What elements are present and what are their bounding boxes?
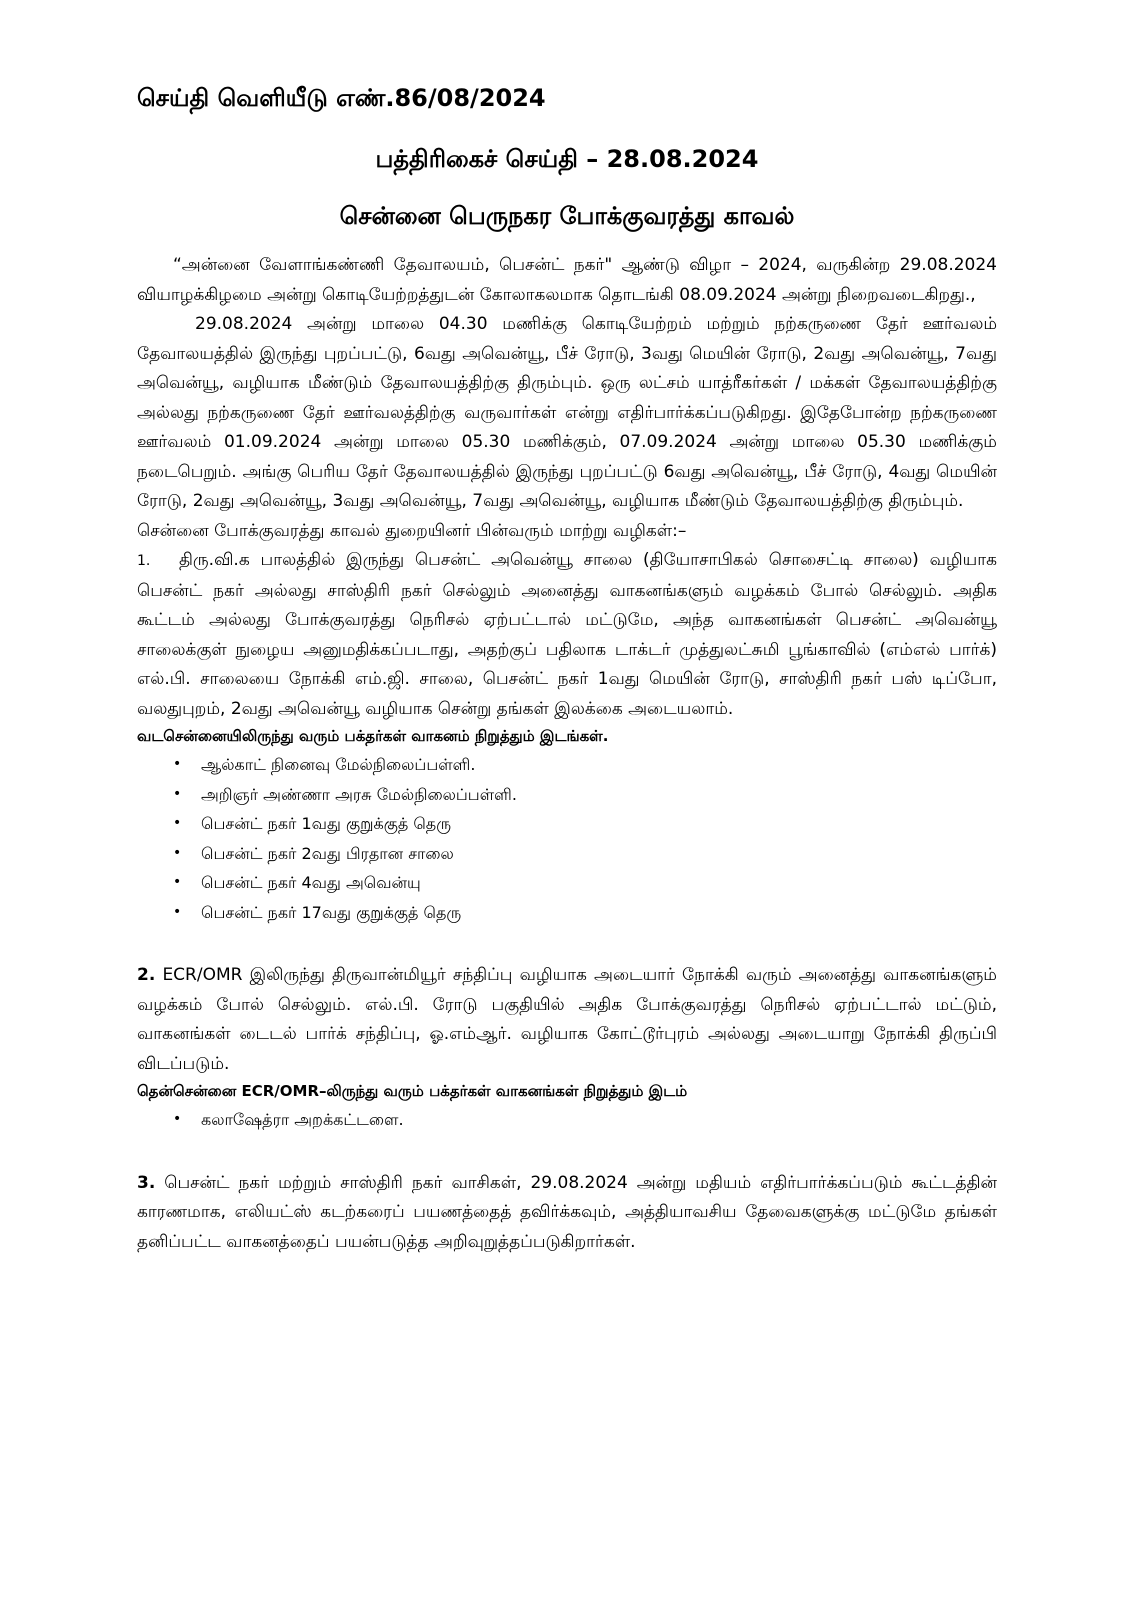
diversion-item-2 [137,961,997,1079]
item-number: 2. [137,965,156,985]
bullet-icon: • [173,785,182,802]
spacer [137,1135,997,1169]
parking-list-north [137,750,997,927]
spacer [137,927,997,961]
list-item: • பெசன்ட் நகர் 17வது குறுக்குத் தெரு [173,898,997,928]
list-item: • பெசன்ட் நகர் 4வது அவென்யு [173,868,997,898]
release-number: செய்தி வெளியீடு எண்.86/08/2024 [137,84,546,112]
list-item: • பெசன்ட் நகர் 1வது குறுக்குத் தெரு [173,809,997,839]
paragraph-diversions-intro: சென்னை போக்குவரத்து காவல் துறையினர் பின்வரும் மாற்று வழிகள்:– [137,520,687,541]
paragraph-procession-details: 29.08.2024 அன்று மாலை 04.30 மணிக்கு கொடியேற்றம் மற்றும் நற்கருணை தேர் ஊர்வலம் தேவாலயத்தில் இருந்து புறப்பட்டு, 6வது அவென்யூ, பீச் ரோடு, 3வது மெயின் ரோடு, 2வது அவென்யூ, 7வது அவென்யூ, வழியாக மீண்டும் தேவாலயத்திற்கு திரும்பும். ஒரு லட்சம் யாத்ரீகர்கள் / மக்கள் தேவாலயத்திற்கு அல்லது நற்கருணை தேர் ஊர்வலத்திற்கு வருவார்கள் என்று எதிர்பார்க்கப்படுகிறது. இதேபோன்ற நற்கருணை ஊர்வலம் 01.09.2024 அன்று மாலை 05.30 மணிக்கும், 07.09.2024 அன்று மாலை 05.30 மணிக்கும் நடைபெறும். அங்கு பெரிய தேர் தேவாலயத்தில் இருந்து புறப்பட்டு 6வது அவென்யூ, பீச் ரோடு, 4வது மெயின் ரோடு, 2வது அவென்யூ, 3வது அவென்யூ, 7வது அவென்யூ, வழியாக மீண்டும் தேவாலயத்திற்கு திரும்பும். [137,314,997,511]
item-text: ECR/OMR இலிருந்து திருவான்மியூர் சந்திப்பு வழியாக அடையார் நோக்கி வரும் அனைத்து வாகனங்களும் வழக்கம் போல் செல்லும். எல்.பி. ரோடு பகுதியில் அதிக போக்குவரத்து நெரிசல் ஏற்பட்டால் மட்டும், வாகனங்கள் டைடல் பார்க் சந்திப்பு, ஓ.எம்ஆர். வழியாக கோட்டூர்புரம் அல்லது அடையாறு நோக்கி திருப்பி விடப்படும். [137,965,997,1074]
bullet-icon: • [173,903,182,920]
list-item: • பெசன்ட் நகர் 2வது பிரதான சாலை [173,839,997,869]
parking-heading-north: வடசென்னையிலிருந்து வரும் பக்தர்கள் வாகனம் நிறுத்தும் இடங்கள். [137,727,609,745]
bullet-icon: • [173,874,182,890]
item-number: 1. [137,553,151,569]
list-item: • அறிஞர் அண்ணா அரசு மேல்நிலைப்பள்ளி. [173,780,997,810]
parking-heading-south: தென்சென்னை ECR/OMR–லிருந்து வரும் பக்தர்கள் வாகனங்கள் நிறுத்தும் இடம் [137,1082,688,1100]
department-title: சென்னை பெருநகர போக்குவரத்து காவல் [339,202,795,230]
bullet-icon: • [173,756,182,772]
diversion-item-1 [137,546,997,724]
advisory-item-3 [137,1169,997,1258]
list-item: • கலாஷேத்ரா அறக்கட்டளை. [173,1105,997,1135]
paragraph-festival-intro: “அன்னை வேளாங்கண்ணி தேவாலயம், பெசன்ட் நகர்" ஆண்டு விழா – 2024, வருகின்ற 29.08.2024 வியாழக்கிழமை அன்று கொடியேற்றத்துடன் கோலாகலமாக தொடங்கி 08.09.2024 அன்று நிறைவடைகிறது., [137,255,997,305]
item-text: பெசன்ட் நகர் மற்றும் சாஸ்திரி நகர் வாசிகள், 29.08.2024 அன்று மதியம் எதிர்பார்க்கப்படும் கூட்டத்தின் காரணமாக, எலியட்ஸ் கடற்கரைப் பயணத்தைத் தவிர்க்கவும், அத்தியாவசிய தேவைகளுக்கு மட்டுமே தங்கள் தனிப்பட்ட வாகனத்தைப் பயன்படுத்த அறிவுறுத்தப்படுகிறார்கள். [137,1172,998,1252]
press-release-page [137,84,997,1257]
press-title: பத்திரிகைச் செய்தி – 28.08.2024 [375,145,759,173]
item-text: திரு.வி.க பாலத்தில் இருந்து பெசன்ட் அவென்யூ சாலை (தியோசாபிகல் சொசைட்டி சாலை) வழியாக பெசன்ட் நகர் அல்லது சாஸ்திரி நகர் செல்லும் அனைத்து வாகனங்களும் வழக்கம் போல் செல்லும். அதிக கூட்டம் அல்லது போக்குவரத்து நெரிசல் ஏற்பட்டால் மட்டுமே, அந்த வாகனங்கள் பெசன்ட் அவென்யூ சாலைக்குள் நுழைய அனுமதிக்கப்படாது, அதற்குப் பதிலாக டாக்டர் முத்துலட்சுமி பூங்காவில் (எம்எல் பார்க்) எல்.பி. சாலையை நோக்கி எம்.ஜி. சாலை, பெசன்ட் நகர் 1வது மெயின் ரோடு, சாஸ்திரி நகர் பஸ் டிப்போ, வலதுபுறம், 2வது அவென்யூ வழியாக சென்று தங்கள் இலக்கை அடையலாம். [137,550,997,719]
parking-list-south [137,1105,997,1135]
item-number: 3. [137,1172,156,1193]
bullet-icon: • [173,815,182,831]
bullet-icon: • [173,1111,182,1127]
bullet-icon: • [173,844,182,861]
list-item: • ஆல்காட் நினைவு மேல்நிலைப்பள்ளி. [173,750,997,780]
